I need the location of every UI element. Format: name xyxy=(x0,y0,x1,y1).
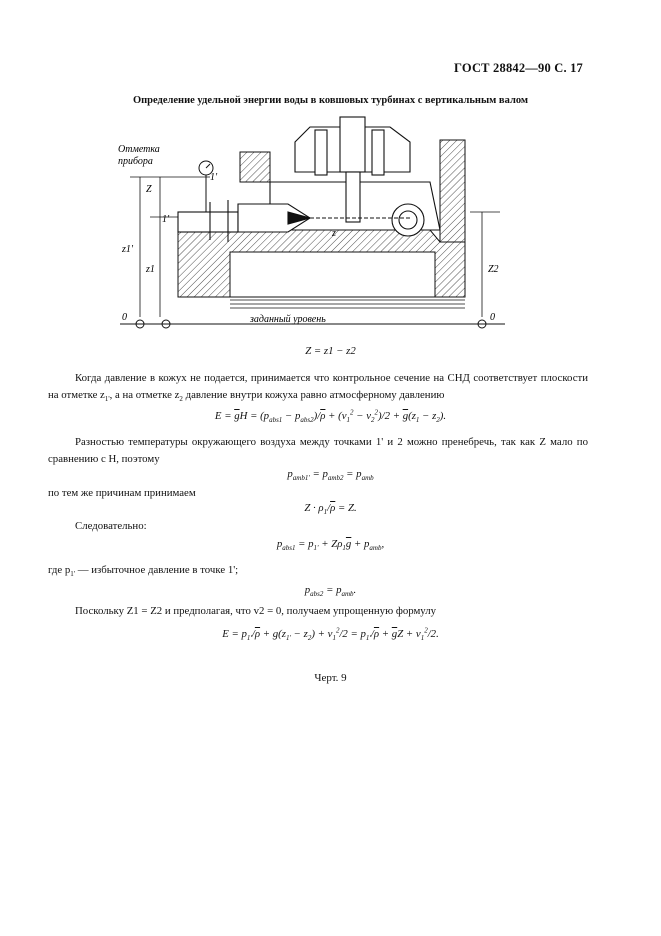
paragraph-2: Разностью температуры окружающего воздуха между точками 1' и 2 можно пренебречь, так как Z мало по сравнению с H, поэтому xyxy=(48,436,588,465)
paragraph-6: Поскольку Z1 = Z2 и предполагая, что v2 = 0, получаем упрощенную формулу xyxy=(75,605,437,617)
pressure-gauge xyxy=(199,161,213,212)
label-z1-prime: z1' xyxy=(122,244,134,255)
label-z-main: Z xyxy=(146,184,152,195)
turbine-drawing xyxy=(110,112,510,337)
paragraph-3: по тем же причинам принимаем xyxy=(48,487,196,499)
label-datum: заданный уровень xyxy=(250,314,326,325)
label-gauge-2: прибора xyxy=(118,156,153,167)
equation-1: Z = z1 − z2 xyxy=(305,345,356,357)
paragraph-4: Следовательно: xyxy=(75,520,147,532)
figure-caption: Черт. 9 xyxy=(314,672,347,684)
equation-7: $E = p_{1'}/\overline{\rho} + g(z_{1'} - z_2) + v_1^2/2 = p_{1'}/\overline{\rho} + \overline{g}Z + v_1^2/2$. xyxy=(222,626,439,643)
label-zero-right: 0 xyxy=(490,312,495,323)
label-z-under: z xyxy=(332,228,336,239)
equation-2: $E = \overline{g}H = (p_{abs1} - p_{abs2})/\overline{\rho} + (v_1^2 - v_2^2)/2 + \overline{g}(z_1 - z_2)$. xyxy=(214,408,447,425)
equation-3: $p_{amb1'} = p_{amb2} = p_{amb}$ xyxy=(287,468,374,483)
label-z1: z1 xyxy=(146,264,155,275)
equation-5: $p_{abs1} = p_{1'} + Z\rho_1\overline{g} + p_{amb}$, xyxy=(276,538,385,553)
label-zero-left: 0 xyxy=(122,312,127,323)
label-point-1: 1' xyxy=(210,172,218,183)
figure-title: Определение удельной энергии воды в ковшовых турбинах с вертикальным валом xyxy=(132,95,529,106)
equation-4: $Z \cdot \rho_1/\overline{\rho} = Z$. xyxy=(304,502,357,517)
paragraph-1: Когда давление в кожух не подается, принимается что контрольное сечение на СНД соответствует плоскости на отметке $z_{1'}$, а на отметке $z_2$ давление внутри кожуха равно атмосферному давлению xyxy=(48,372,588,404)
label-point-1-left: 1' xyxy=(162,214,170,225)
paragraph-5: где $p_{1'}$ — избыточное давление в точке 1'; xyxy=(48,564,239,579)
page-header: ГОСТ 28842—90 С. 17 xyxy=(454,61,583,75)
label-z2: Z2 xyxy=(488,264,499,275)
label-gauge-1: Отметка xyxy=(118,144,160,155)
equation-6: $p_{abs2} = p_{amb}$. xyxy=(304,584,357,599)
tailwater xyxy=(230,300,465,308)
